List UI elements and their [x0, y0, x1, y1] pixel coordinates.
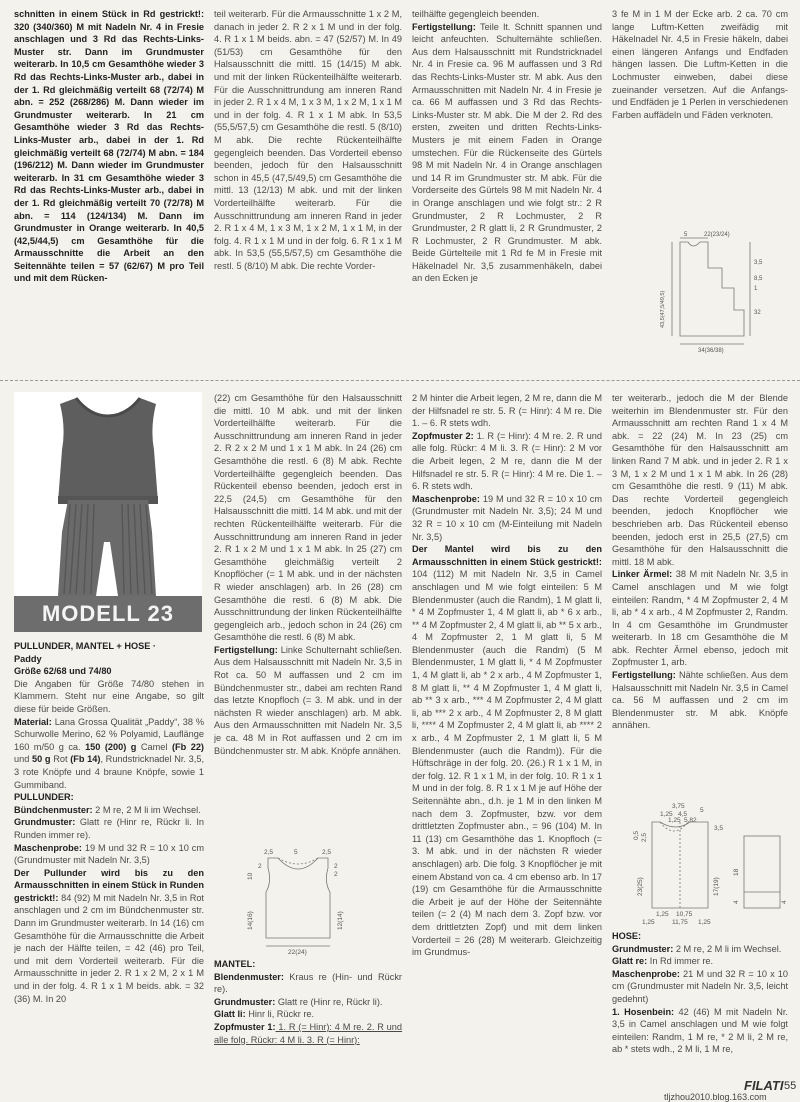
skirt-label-2: 43,5(47,5/49,5) [660, 290, 666, 328]
material-color-1: (Fb 22) [171, 741, 204, 752]
hose-glatt-text: In Rd immer re. [647, 956, 714, 967]
bottom-column-1 [14, 640, 204, 1095]
fertigstellung-label: Fertigstellung: [214, 644, 278, 655]
material-mid-2: und [14, 754, 33, 765]
grund-text: Glatt re (Hinr re, Rückr li. In Runden immer re). [14, 817, 204, 840]
masch-label: Maschenprobe: [14, 842, 82, 853]
hose-masch-label: Maschenprobe: [612, 968, 680, 979]
hose-glatt-label: Glatt re: [612, 956, 648, 967]
fertigstellung-text: Linke Schulternaht schließen. Aus dem Halsausschnitt mit Nadeln Nr. 3,5 in Rot ca. 50 M auffassen und 2 cm im Bündchenmuster str., dabei am rechten Rand das letzte Knopfloch (= 3. M abk. und in der nächsten R wieder anschlagen) arb. M abk. Aus den Armausschnitten mit Nadeln Nr. 3,5 je ca. 48 M in Rot auffassen und 2 cm im Bündchenmuster str. M abk. Knöpfe annähen. [214, 644, 402, 756]
pullunder-label-7: 2 [334, 871, 338, 878]
bottom-column-3 [412, 392, 602, 1092]
glatt-label: Glatt li: [214, 1009, 246, 1020]
pullunder-label-5: 2 [334, 863, 338, 870]
top-column-4 [612, 8, 788, 180]
skirt-label-3: 3,5 [754, 260, 763, 266]
mantel-label-11: 18 [733, 868, 740, 876]
grund2-text: Glatt re (Hinr re, Rückr li). [275, 996, 383, 1007]
mantel-label-8: 3,5 [714, 825, 724, 832]
top-column-2 [214, 8, 402, 368]
zopf1-text: 1. R (= Hinr): 4 M re. 2. R und alle folg. Rückr: 4 M li. 3. R (= Hinr): [214, 1021, 402, 1045]
source-watermark: tljzhou2010.blog.163.com [664, 1092, 767, 1102]
pullunder-instructions-heading: Der Pullunder wird bis zu den Armausschnitten in einem Stück in Runden gestrickt!: [14, 867, 204, 903]
mantel-label-17: 11,75 [672, 919, 688, 926]
hose-grund-text: 2 M re, 2 M li im Wechsel. [673, 943, 782, 954]
hose-heading: HOSE: [612, 931, 642, 941]
skirt-label-5: 1 [754, 286, 758, 292]
mantel-continued-text: ter weiterarb., jedoch die M der Blende weiterhin im Blendenmuster str. Für den Armausschnitt am rechten Rand 1 x 4 M abk. = 22 (24) M. In 23 (25) cm Gesamthöhe für den Halsausschnitt am linken Rand 7 M abk. und in jeder 2. R 1 x 3 M, 1 x 2 M und 1 x 1 M abk. In 26 (28) cm Gesamthöhe die restl. 9 (11) M abk. Das rechte Vorderteil gegengleich beenden, jedoch Knopflöcher wie beschrieben arb. Das Rückenteil ebenso beenden, jedoch erst in 25,5 (27,5) cm Gesamthöhe für den Halsausschnitt die mittl. 18 M abk. [612, 393, 788, 567]
pullunder-label-1: 5 [294, 849, 298, 856]
fert2-label: Fertigstellung: [612, 670, 676, 681]
material-amount-1: 150 (200) g [85, 741, 137, 752]
arm-label: Linker Ärmel: [612, 569, 673, 580]
sizes-heading: Größe 62/68 und 74/80 [14, 666, 112, 677]
hosenbein-text: 42 (46) M mit Nadeln Nr. 3,5 in Camel anschlagen und M wie folgt einteilen: Randm, 1 M re, * 2 M li, 2 M re, ab * stets wdh., 2 M li, 1 M re, [612, 1006, 788, 1055]
top-col4-text: 3 fe M in 1 M der Ecke arb. 2 ca. 70 cm lange Luftm-Ketten zweifädig mit Häkelnadel Nr. 4,5 in Fresie häkeln, dabei einen längeren Anfangs und Endfaden hängen lassen. Die Luftm-Ketten in die Lochmuster einweben, dabei diese zueinander versetzen. Auf die Anfangs- und Endfäden je 1 Perlen in verschiedenen Farben auffädeln und Fäden verknoten. [612, 9, 788, 120]
section-divider [0, 380, 800, 381]
magazine-logo: FILATI [744, 1078, 784, 1093]
mantel-section [214, 958, 402, 1098]
material-color-2: (Fb 14) [70, 754, 101, 765]
page-number: 55 [784, 1080, 797, 1092]
mantel-label-7: 2,5 [641, 832, 648, 842]
bund-text: 2 M re, 2 M li im Wechsel. [92, 804, 201, 815]
hose-masch-text: 21 M und 32 R = 10 x 10 cm (Grundmuster mit Nadeln Nr. 3,5, leicht gedehnt) [612, 968, 788, 1004]
mantel-instructions-text: 104 (112) M mit Nadeln Nr. 3,5 in Camel anschlagen und M wie folgt einteilen: 5 M Blendenmuster (auch die Randm), 1 M glatt li, * 4 M Zopfmuster 1, 4 M glatt li, ab * 6 x arb., ** 4 M Zopfmuster 2, 4 M glatt li, ab ** 5 x arb., 4 M Zopfmuster 2, 1 M glatt li, 5 M Blendenmuster (auch die Randm) (5 M Blendenmuster, 1 M glatt li, * 4 M Zopfmuster 1, 4 M glatt li, ab * 2 x arb., 4 M Zopfmuster 1, 8 M glatt li, ** 4 M Zopfmuster 1, 4 M glatt li, ab ** 3 x arb., *** 4 M Zopfmuster 2, 4 M glatt li, ab *** 2 x arb., 4 M Zopfmuster 2, 8 M glatt li, **** 4 M Zopfmuster 2, 4 M glatt li, ab **** 2 x arb., 4 M Zopfmuster 2, 1 M glatt li, 5 M Blendenmuster (auch die Randm)). Für die Hüftschräge in der folg. 20. (26.) R 1 x 1 M, in der folg. 12. R 1 x 1 M, in der folg. 10. R 1 x 1 M und in der folg. 8. R 1 x 1 M je auf Höhe der Seitennähte abn., d.h. je 1 M in den linken M nach dem 3. Zopfmuster, bzw. vor dem drittletzten Zopfmuster abn., = 96 (104) M. In 11 (13) cm Gesamthöhe das 1. Knopfloch (= 3. M abk. und in der nächsten R wieder anschlagen) arb. Die folg. 3 Knopflöcher je mit einem Abstand von ca. 4 cm ebenso arb. In 17 (19) cm Gesamthöhe für die Armausschnitte die Arbeit je auf der Höhe der Seitennähte teilen (= 2 (4) M nach dem 3. Zopf bzw. vor dem drittletzten Zopf) und mit dem linken Vorderteil = 26 (28) M weiterarb. Gleichzeitig im Grundmus- [412, 569, 602, 958]
material-amount-2: 50 g [32, 754, 51, 765]
sizes-note: Die Angaben für Größe 74/80 stehen in Klammern. Steht nur eine Angabe, so gilt diese für beide Größen. [14, 678, 204, 714]
mantel-heading: MANTEL: [214, 959, 256, 969]
hosenbein-label: 1. Hosenbein: [612, 1006, 675, 1017]
pullunder-heading: PULLUNDER: [14, 792, 74, 803]
zopf1-continued: 2 M hinter die Arbeit legen, 2 M re, dann die M der Hilfsnadel re str. 5. R (= Hinr): 4 M re. Die 1. – 6. R stets wdh. [412, 393, 602, 429]
masch-text: 19 M und 32 R = 10 x 10 cm (Grundmuster mit Nadeln Nr. 3,5) [14, 842, 204, 866]
mantel-label-3: 5 [700, 807, 704, 814]
material-mid-3: Rot [50, 754, 71, 765]
zopf2-label: Zopfmuster 2: [412, 430, 474, 441]
bottom-column-4 [612, 392, 788, 800]
bund-label: Bündchenmuster: [14, 804, 93, 815]
mantel-label-18: 1,25 [698, 919, 711, 926]
pullunder-instructions-text: 84 (92) M mit Nadeln Nr. 3,5 in Rot anschlagen und 2 cm im Bündchenmuster str. Dann im Grundmuster weiterarb. In 14 (16) cm Gesamthöhe für die Armausschnitte die Arbeit je nach der Hälfte teilen, = 42 (46) pro Teil, und mit dem Vorderteil weiterarb. Für die Armausschnitte in jeder 2. R 1 x 2 M, 2 x 1 M und in der folg. 4. R 1 x 1 M beids. abk. = 32 (36) M. In 20 [14, 892, 204, 1004]
mantel-label-6: 0,5 [633, 830, 640, 840]
mantel-label-0: 3,75 [672, 803, 685, 810]
mantel-label-9: 23(25) [637, 877, 644, 896]
skirt-label-6: 32 [754, 310, 761, 316]
top-col3-intro: teilhälfte gegengleich beenden. [412, 9, 540, 19]
pullunder-continued-text: (22) cm Gesamthöhe für den Halsausschnitt die mittl. 10 M abk. und mit der linken Vorderteilhälfte weiterarb. Für die Ausschnittrundung am inneren Rand in jeder 2. R 2 x 2 M und 1 x 1 M abk. In 24 (26) cm Gesamthöhe die restl. 6 (8) M abk. Rechte Vorderteilhälfte gegengleich beenden. Das Rückenteil ebenso beenden, jedoch erst in 22,5 (24,5) cm Gesamthöhe für den Halsausschnitt die mittl. 14 M abk. und mit der rechten Rückenteilhälfte weiterarb. Für die Ausschnittrundung am inneren Rand in jeder 2. R 1 x 2 M und 1 x 1 M abk. In 25 (27) cm Gesamthöhe gleichmäßig verteilt 2 Knopflöcher (= 1 M abk. und in der nächsten R wieder anschlagen) arb. In 26 (28) cm Gesamthöhe die restl. 6 (8) M abk. Die Ausschnittrundung der linken Rückenteilhälfte gegengleich arb., jedoch schon in 24 (26) cm Gesamthöhe die restl. 6 (8) M abk. [214, 393, 402, 643]
arm-text: 38 M mit Nadeln Nr. 3,5 in Camel anschlagen und M wie folgt einteilen: Randm, * 4 M Zopfmuster 2, 4 M li, ab * 4 x arb., 4 M Zopfmuster 2, Randm. In 4 cm Gesamthöhe im Grundmuster weiterarb. In 18 cm Gesamthöhe die M abk. Rechter Ärmel ebenso, jedoch mit Zopfmuster 1, arb. [612, 569, 788, 668]
material-text: Lana Grossa Qualität „Paddy“, 38 % Schurwolle Merino, 62 % Polyamid, Lauflänge 160 m/50 g ca. [14, 716, 204, 752]
masch2-text: 19 M und 32 R = 10 x 10 cm (Grundmuster mit Nadeln Nr. 3,5); 24 M und 32 R = 10 x 10 cm (M-Einteilung mit Nadeln Nr. 3,5) [412, 493, 602, 542]
material-label: Material: [14, 716, 52, 727]
pullunder-label-8: 12(14) [337, 911, 344, 930]
mantel-instructions-heading: Der Mantel wird bis zu den Armausschnitten in einem Stück gestrickt!: [412, 544, 602, 567]
top-col1-text: schnitten in einem Stück in Rd gestrickt!: 320 (340/360) M mit Nadeln Nr. 4 in Fresie anschlagen und 3 Rd das Rechts-Links-Muster str. Dann im Grundmuster weiterarb. In 10,5 cm Gesamthöhe wieder 3 Rd das Rechts-Links-Muster arb., dabei in der 1. Rd gleichmäßig verteilt 68 (72/74) M abn. = 252 (268/286) M. Dann wieder im Grundmuster weiterarb. In 21 cm Gesamthöhe wieder 3 Rd das Rechts-Links-Muster arb., dabei in der 1. Rd gleichmäßig verteilt 68 (72/74) M abn. = 184 (196/212) M. Dann wieder im Grundmuster weiterarb. In 31 cm Gesamthöhe wieder 3 Rd das Rechts-Links-Muster arb., dabei in der 1. Rd gleichmäßig verteilt 70 (72/78) M abn. = 114 (124/134) M. Dann im Grundmuster in Orange weiterarb. In 40,5 (42,5/44,5) cm Gesamthöhe für die Armausschnitte die Arbeit an den Seitennähte teilen = 57 (62/67) M pro Teil und mit dem Rücken- [14, 9, 204, 284]
pattern-title: PULLUNDER, MANTEL + HOSE · [14, 641, 156, 651]
model-photo [14, 392, 202, 632]
top-col3-label: Fertigstellung: [412, 21, 476, 32]
bottom-column-2 [214, 392, 402, 844]
mantel-label-13: 4 [781, 900, 788, 904]
mantel-label-10: 17(19) [713, 877, 720, 896]
hose-grund-label: Grundmuster: [612, 943, 674, 954]
top-col3-rest: Teile lt. Schnitt spannen und leicht anfeuchten. Schulternähte schließen. Aus dem Halsausschnitt mit Rundstricknadel Nr. 4 in Fresie ca. 96 M auffassen und 3 Rd das Rechts-Links-Muster str. M abk. Aus den Armausschnitten mit Nadeln Nr. 4 in Fresie je ca. 66 M auffassen und 3 Rd das Rechts-Links-Muster str. M abk. Die M der 2. Rd des ersten, zweiten und dritten Rechts-Links-Musters je mit einem Faden in Orange umstechen. Für die Rückenseite des Gürtels 98 M mit Nadeln Nr. 4 in Orange anschlagen und 14 R im Grundmuster str. M abk. Für die Vorderseite des Gürtels 98 M mit Nadeln Nr. 4 in Orange anschlagen und wie folgt str.: 2 R Grundmuster, 2 R Lochmuster, 2 R Grundmuster, 2 R glatt li, 2 R Grundmuster, 2 R Lochmuster, 2 R Grundmuster. M abk. Beide Gürtelteile mit 1 Rd fe M in Fresie mit Häkelnadel Nr. 3,5 zusammenhäkeln, dabei an den Ecken je [412, 21, 602, 284]
mantel-label-15: 10,75 [676, 911, 693, 918]
pullunder-schematic-diagram [238, 846, 358, 956]
mantel-label-4: 1,25 [668, 817, 681, 824]
grund2-label: Grundmuster: [214, 996, 276, 1007]
pullunder-label-0: 2,5 [264, 849, 274, 856]
yarn-name: Paddy [14, 653, 42, 664]
zopf1-label: Zopfmuster 1: [214, 1021, 276, 1032]
pullunder-label-9: 22(24) [288, 949, 307, 956]
zopf2-text: 1. R (= Hinr): 4 M re. 2. R und alle folg. Rückr: 4 M li. 3. R (= Hinr): 2 M vor die Arbeit legen, 2 M re, dann die M der Hilfsnadel re str. 5. R (= Hinr): 4 M re. Die 1. – 6. R stets wdh. [412, 430, 602, 492]
mantel-label-5: 5,82 [684, 817, 697, 824]
mantel-label-12: 4 [733, 900, 740, 904]
skirt-label-7: 34(36/38) [698, 348, 724, 354]
mantel-label-14: 1,25 [656, 911, 669, 918]
material-mid-1: Camel [136, 741, 172, 752]
skirt-label-4: 8,5 [754, 276, 763, 282]
mantel-schematic-diagram [616, 800, 792, 928]
masch2-label: Maschenprobe: [412, 493, 480, 504]
mantel-label-16: 1,25 [642, 919, 655, 926]
hose-section [612, 930, 788, 1095]
skirt-label-1: 22(23/24) [704, 232, 730, 238]
top-col2-text: teil weiterarb. Für die Armausschnitte 1 x 2 M, danach in jeder 2. R 2 x 1 M und in der folg. 4. R 1 x 1 M beids. abn. = 47 (52/57) M. In 49 (51/53) cm Gesamthöhe für den Halsausschnitt die mittl. 15 (14/15) M abk. und mit der linken Rückenteilhälfte weiterarb. Für die Ausschnittrundung am inneren Rand in jeder 2. R 1 x 4 M, 1 x 3 M, 1 x 2 M, 1 x 1 M und in der folg. 4. R 1 x 1 M abk. In 53,5 (55,5/57,5) cm Gesamthöhe die restl. 5 (8/10) M abk. Die rechte Rückenteilhälfte gegengleich beenden. Das Vorderteil ebenso beenden, jedoch für den Halsausschnitt schon in 45,5 (47,5/49,5) cm Gesamthöhe die mittl. 13 (12/13) M abk. und mit der linken Vorderteilhälfte weiterarb. Für die Ausschnittrundung am inneren Rand in jeder 2. R 1 x 4 M, 1 x 3 M, 1 x 2 M, 1 x 1 M, in der folg. 4. R 1 x 1 M und in der folg. 6. R 1 x 1 M abk. In 53,5 (55,5/57,5) cm Gesamthöhe die restl. 5 (8/10) M abk. Die rechte Vorder- [214, 9, 402, 271]
pullunder-label-4: 2 [258, 863, 262, 870]
glatt-text: Hinr li, Rückr re. [245, 1009, 315, 1020]
top-column-1 [14, 8, 204, 368]
fert2-text: Nähte schließen. Aus dem Halsausschnitt mit Nadeln Nr. 3,5 in Camel ca. 56 M auffassen und 2 cm im Blendenmuster str. M abk. Knöpfe annähen. [612, 670, 788, 731]
pullunder-label-6: 14(16) [247, 911, 254, 930]
skirt-label-0: 5 [684, 232, 688, 238]
top-column-3 [412, 8, 602, 368]
skirt-schematic-diagram [660, 228, 780, 356]
pullunder-label-2: 2,5 [322, 849, 332, 856]
pullunder-label-3: 10 [247, 872, 254, 880]
blenden-label: Blendenmuster: [214, 971, 284, 982]
grund-label: Grundmuster: [14, 817, 76, 828]
mantel-label-2: 4,5 [678, 811, 688, 818]
model-number-label: MODELL 23 [14, 596, 202, 632]
mantel-label-1: 1,25 [660, 811, 673, 818]
material-end: , Rundstricknadel Nr. 3,5, 3 rote Knöpfe und 4 braune Knöpfe, sowie 1 Gummiband. [14, 754, 204, 790]
blenden-text: Kraus re (Hin- und Rückr re). [214, 971, 402, 995]
